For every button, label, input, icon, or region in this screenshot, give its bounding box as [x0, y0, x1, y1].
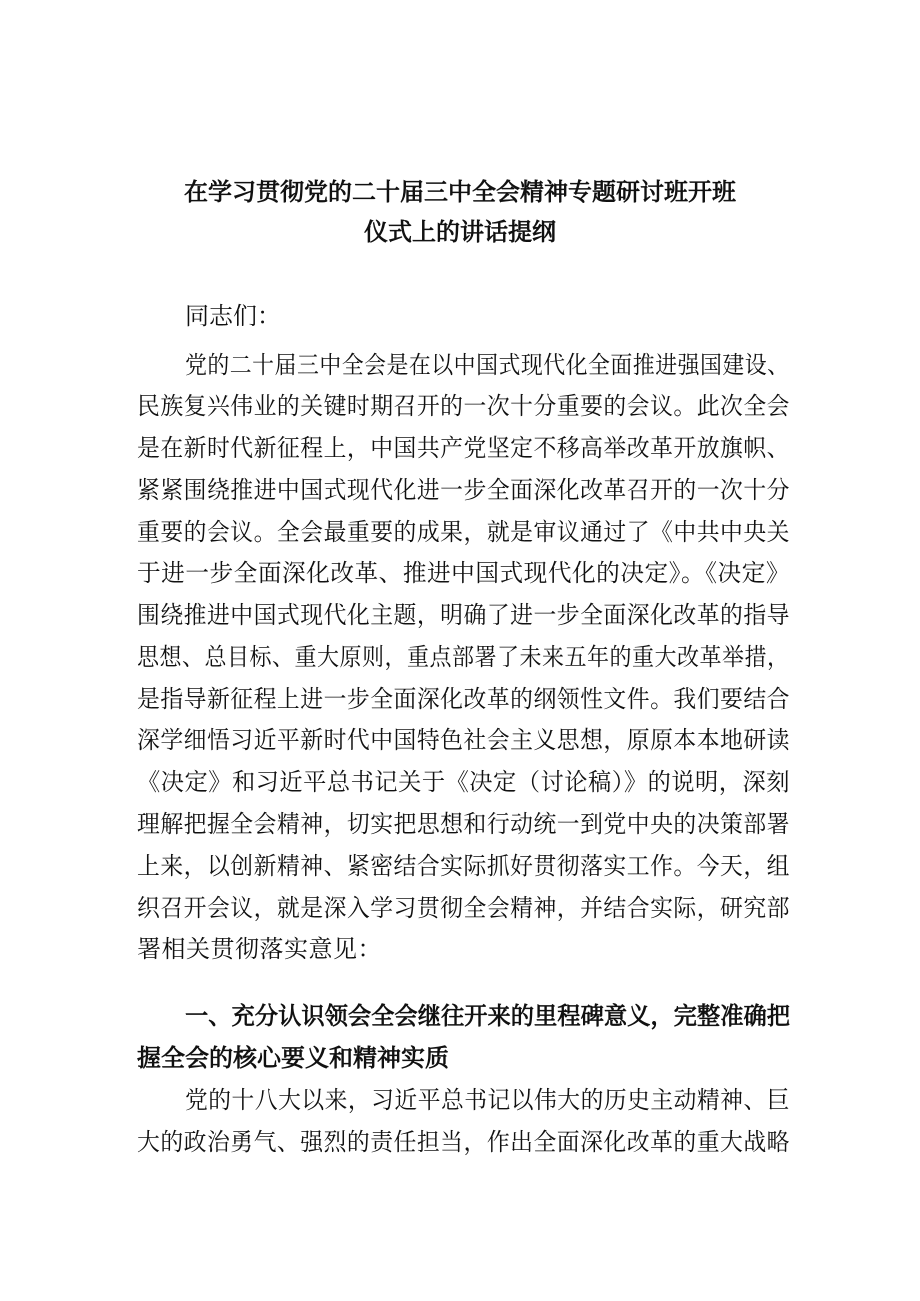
paragraph-1-line: 重要的会议。全会最重要的成果，就是审议通过了《中共中央关	[137, 518, 790, 546]
paragraph-1-line: 是指导新征程上进一步全面深化改革的纲领性文件。我们要结合	[137, 685, 790, 713]
paragraph-2-line: 大的政治勇气、强烈的责任担当，作出全面深化改革的重大战略	[137, 1128, 790, 1156]
paragraph-1-line: 是在新时代新征程上，中国共产党坚定不移高举改革开放旗帜、	[137, 434, 790, 462]
paragraph-1-line: 于进一步全面深化改革、推进中国式现代化的决定》。《决定》	[137, 559, 790, 587]
paragraph-1-line: 紧紧围绕推进中国式现代化进一步全面深化改革召开的一次十分	[137, 476, 790, 504]
paragraph-1-line: 党的二十届三中全会是在以中国式现代化全面推进强国建设、	[185, 351, 790, 379]
paragraph-1-line: 理解把握全会精神，切实把思想和行动统一到党中央的决策部署	[137, 810, 790, 838]
greeting: 同志们：	[185, 302, 281, 330]
paragraph-1-line: 民族复兴伟业的关键时期召开的一次十分重要的会议。此次全会	[137, 392, 790, 420]
document-title-line-1: 在学习贯彻党的二十届三中全会精神专题研讨班开班	[184, 178, 736, 206]
paragraph-1-line: 思想、总目标、重大原则，重点部署了未来五年的重大改革举措，	[137, 643, 790, 671]
paragraph-1-line: 织召开会议，就是深入学习贯彻全会精神，并结合实际，研究部	[137, 894, 790, 922]
paragraph-1-line: 上来，以创新精神、紧密结合实际抓好贯彻落实工作。今天，组	[137, 852, 790, 880]
paragraph-1-line: 深学细悟习近平新时代中国特色社会主义思想，原原本本地研读	[137, 726, 790, 754]
section-heading-line-2: 握全会的核心要义和精神实质	[137, 1044, 449, 1072]
paragraph-2-line: 党的十八大以来，习近平总书记以伟大的历史主动精神、巨	[185, 1086, 790, 1114]
document-title-line-2: 仪式上的讲话提纲	[364, 218, 556, 246]
paragraph-1-line: 《决定》和习近平总书记关于《决定（讨论稿）》的说明，深刻	[137, 768, 790, 796]
paragraph-1-line: 署相关贯彻落实意见：	[137, 935, 382, 963]
section-heading-line-1: 一、充分认识领会全会继往开来的里程碑意义，完整准确把	[185, 1002, 790, 1030]
paragraph-1-line: 围绕推进中国式现代化主题，明确了进一步全面深化改革的指导	[137, 601, 790, 629]
